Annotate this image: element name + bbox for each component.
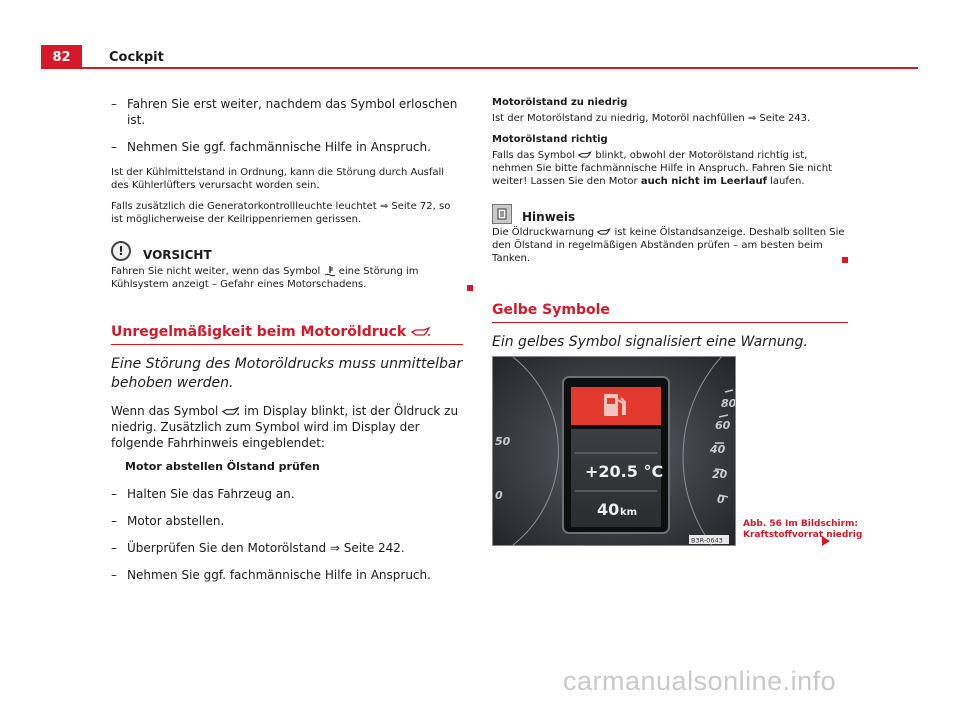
hint-text: Die Öldruckwarnung ist keine Ölstandsanzeige. Deshalb sollten Sie den Ölstand in regelmäßigen Abständen prüfen – am besten beim Tanken.	[492, 226, 848, 265]
notepad-icon	[492, 204, 512, 224]
instrument-cluster-illustration	[493, 357, 735, 545]
page-number: 82	[41, 45, 82, 69]
exclamation-icon: !	[111, 241, 131, 261]
temperature-readout: +20.5 °C	[585, 462, 664, 481]
gauge-label: 0	[495, 489, 503, 502]
range-unit: km	[620, 507, 638, 518]
figure-fuel-display	[492, 356, 736, 546]
header-rule	[41, 67, 918, 69]
hint-header	[492, 204, 848, 224]
section-intro: Ein gelbes Symbol signalisiert eine Warnung.	[492, 334, 808, 350]
continue-arrow-icon	[822, 536, 830, 546]
oil-pressure-body: Wenn das Symbol im Display blinkt, ist der Öldruck zu niedrig. Zusätzlich zum Symbol wird im Display der folgende Fahrhinweis eingeblendet:	[111, 404, 459, 450]
oil-ok-heading: Motorölstand richtig	[492, 134, 608, 145]
left-column	[111, 96, 463, 594]
list-item: – Fahren Sie erst weiter, nachdem das Symbol erloschen ist.	[111, 97, 458, 127]
caution-text: Fahren Sie nicht weiter, wenn das Symbol eine Störung im Kühlsystem anzeigt – Gefahr eines Motorschadens.	[111, 265, 463, 291]
gauge-label: 50	[495, 435, 511, 448]
display-hint: Motor abstellen Ölstand prüfen	[125, 460, 320, 473]
paragraph-cooling-fan: Ist der Kühlmittelstand in Ordnung, kann die Störung durch Ausfall des Kühlerlüfters verursacht worden sein.	[111, 167, 445, 191]
gauge-label: 80	[721, 397, 735, 410]
gauge-label: 0	[717, 493, 725, 506]
list-item: – Nehmen Sie ggf. fachmännische Hilfe in Anspruch.	[111, 140, 431, 154]
paragraph-generator: Falls zusätzlich die Generatorkontrollleuchte leuchtet ⇒ Seite 72, so ist möglicherweise der Keilrippenriemen gerissen.	[111, 201, 451, 225]
watermark: carmanualsonline.info	[563, 666, 837, 696]
oil-low-heading: Motorölstand zu niedrig	[492, 97, 628, 108]
end-marker	[842, 257, 848, 263]
oil-ok-text: Falls das Symbol blinkt, obwohl der Motorölstand richtig ist, nehmen Sie bitte fachmännische Hilfe in Anspruch. Fahren Sie nicht weiter! Lassen Sie den Motor auch nicht im Leerlauf laufen.	[492, 150, 832, 187]
caution-title: VORSICHT	[143, 248, 212, 262]
range-value: 40	[597, 500, 620, 519]
gauge-label: 20	[712, 468, 728, 481]
oil-pressure-icon	[222, 407, 240, 416]
end-marker	[467, 285, 473, 291]
section-title-yellow-symbols: Gelbe Symbole	[492, 302, 610, 318]
chapter-title: Cockpit	[109, 50, 164, 65]
coolant-icon	[324, 265, 336, 277]
oil-pressure-icon	[578, 151, 592, 159]
oil-pressure-icon	[411, 327, 431, 337]
oil-low-text: Ist der Motorölstand zu niedrig, Motoröl nachfüllen ⇒ Seite 243.	[492, 113, 811, 124]
list-item: – Nehmen Sie ggf. fachmännische Hilfe in Anspruch.	[111, 568, 431, 582]
figure-caption: Abb. 56 Im Bildschirm: Kraftstoffvorrat niedrig	[743, 519, 863, 540]
section-intro: Eine Störung des Motoröldrucks muss unmittelbar behoben werden.	[111, 356, 463, 391]
caution-header	[111, 240, 463, 262]
gauge-label: 60	[715, 419, 731, 432]
right-column	[492, 96, 848, 352]
list-item: – Halten Sie das Fahrzeug an.	[111, 487, 295, 501]
gauge-label: 40	[710, 443, 726, 456]
oil-pressure-icon	[597, 228, 611, 236]
section-title-oil-pressure: Unregelmäßigkeit beim Motoröldruck	[111, 323, 463, 341]
list-item: – Motor abstellen.	[111, 514, 225, 528]
section-rule	[111, 344, 463, 345]
list-item: – Überprüfen Sie den Motorölstand ⇒ Seite 242.	[111, 541, 405, 555]
figure-code: B3R-0643	[691, 536, 723, 545]
hint-title: Hinweis	[522, 210, 576, 224]
section-rule	[492, 322, 848, 323]
